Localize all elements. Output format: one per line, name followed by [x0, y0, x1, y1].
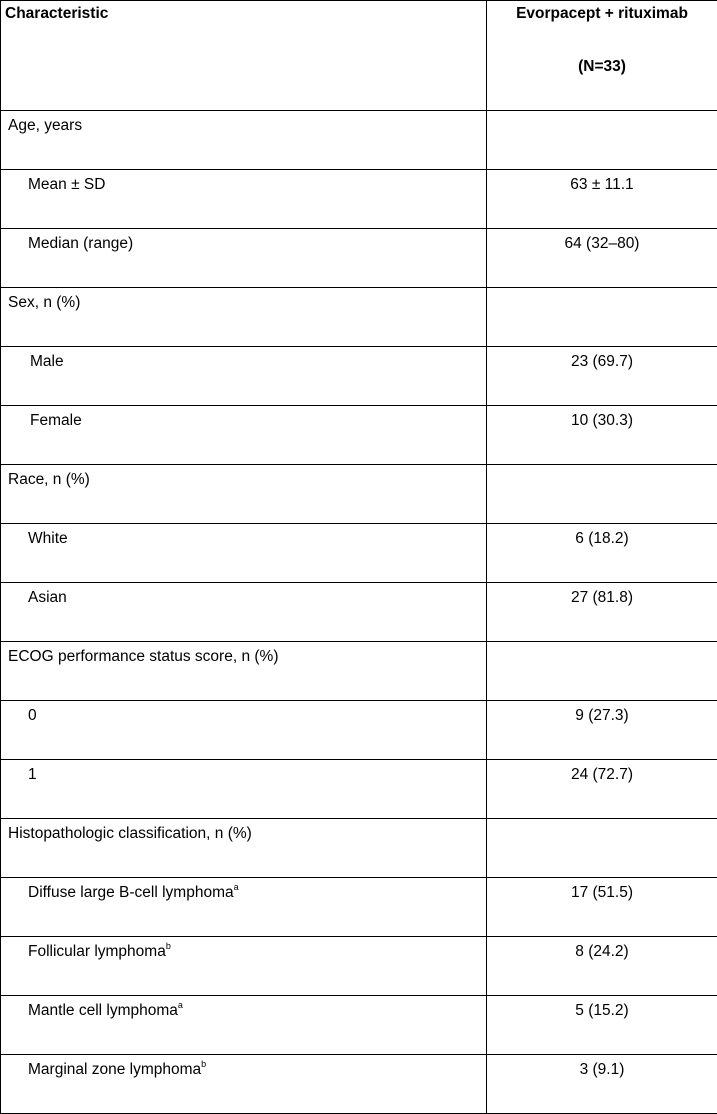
table-row: [1, 996, 717, 1055]
row-value: [487, 465, 717, 524]
footnote-marker: b: [201, 1059, 206, 1069]
row-value: 8 (24.2): [487, 937, 717, 996]
row-label-cell: [1, 937, 487, 996]
row-label-cell: [1, 878, 487, 937]
table-row: [1, 170, 717, 229]
row-label: Asian: [1, 583, 487, 642]
row-label: Sex, n (%): [1, 288, 487, 347]
row-value: 64 (32–80): [487, 229, 717, 288]
row-label: 1: [1, 760, 487, 819]
row-value: [487, 111, 717, 170]
row-label: Mean ± SD: [1, 170, 487, 229]
table-row: [1, 524, 717, 583]
table-row: [1, 1055, 717, 1114]
row-label: Median (range): [1, 229, 487, 288]
row-label: Male: [1, 347, 487, 406]
treatment-group-n: (N=33): [487, 58, 717, 76]
footnote-marker: b: [166, 941, 171, 951]
table-row: [1, 229, 717, 288]
row-value: [487, 819, 717, 878]
row-label: Diffuse large B-cell lymphoma: [28, 884, 234, 901]
row-label: White: [1, 524, 487, 583]
row-label: 0: [1, 701, 487, 760]
row-value: [487, 288, 717, 347]
row-value: 6 (18.2): [487, 524, 717, 583]
row-value: 27 (81.8): [487, 583, 717, 642]
footnote-marker: a: [178, 1000, 183, 1010]
row-label-cell: [1, 996, 487, 1055]
row-value: 5 (15.2): [487, 996, 717, 1055]
characteristic-header: Characteristic: [1, 1, 487, 111]
table-row: [1, 701, 717, 760]
row-label: Female: [1, 406, 487, 465]
table-row: [1, 583, 717, 642]
treatment-group-header: [487, 1, 717, 111]
treatment-group-name: Evorpacept + rituximab: [516, 5, 688, 22]
table-row: [1, 111, 717, 170]
table-row: [1, 465, 717, 524]
table-row: [1, 937, 717, 996]
row-value: 3 (9.1): [487, 1055, 717, 1114]
row-label-cell: [1, 1055, 487, 1114]
table-row: [1, 760, 717, 819]
row-value: [487, 642, 717, 701]
row-label: Race, n (%): [1, 465, 487, 524]
table-row: [1, 288, 717, 347]
row-value: 9 (27.3): [487, 701, 717, 760]
row-value: 63 ± 11.1: [487, 170, 717, 229]
row-value: 10 (30.3): [487, 406, 717, 465]
row-label: Follicular lymphoma: [28, 943, 166, 960]
table-row: [1, 642, 717, 701]
table-row: [1, 406, 717, 465]
row-value: 17 (51.5): [487, 878, 717, 937]
row-value: 24 (72.7): [487, 760, 717, 819]
table-row: [1, 819, 717, 878]
table-row: [1, 878, 717, 937]
footnote-marker: a: [234, 882, 239, 892]
row-value: 23 (69.7): [487, 347, 717, 406]
table-header-row: [1, 1, 717, 111]
row-label: Marginal zone lymphoma: [28, 1061, 201, 1078]
row-label: Histopathologic classification, n (%): [1, 819, 487, 878]
table-row: [1, 347, 717, 406]
row-label: ECOG performance status score, n (%): [1, 642, 487, 701]
row-label: Age, years: [1, 111, 487, 170]
row-label: Mantle cell lymphoma: [28, 1002, 178, 1019]
